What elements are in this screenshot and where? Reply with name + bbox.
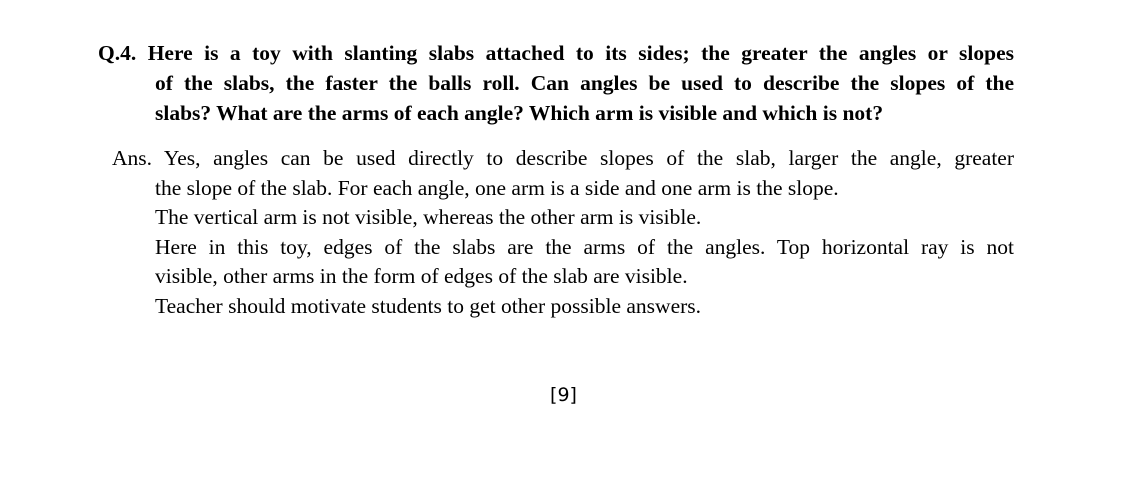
question-line: Q.4. Here is a toy with slanting slabs attached to its sides; the greater the angles or slopes <box>98 41 1014 65</box>
question-line: slabs? What are the arms of each angle? Which arm is visible and which is not? <box>155 101 884 125</box>
answer-line: Teacher should motivate students to get other possible answers. <box>155 293 702 318</box>
question-block <box>98 38 1014 128</box>
answer-line: Here in this toy, edges of the slabs are the arms of the angles. Top horizontal ray is not <box>155 234 1014 259</box>
answer-line: The vertical arm is not visible, whereas the other arm is visible. <box>155 205 702 230</box>
answer-line: Ans. Yes, angles can be used directly to describe slopes of the slab, larger the angle, greater <box>112 146 1014 170</box>
answer-block <box>112 144 1014 322</box>
answer-line: the slope of the slab. For each angle, one arm is a side and one arm is the slope. <box>155 175 839 200</box>
page-number: [9] <box>550 384 577 406</box>
question-line: of the slabs, the faster the balls roll. Can angles be used to describe the slopes of the <box>155 71 1014 95</box>
answer-line: visible, other arms in the form of edges of the slab are visible. <box>155 264 688 289</box>
